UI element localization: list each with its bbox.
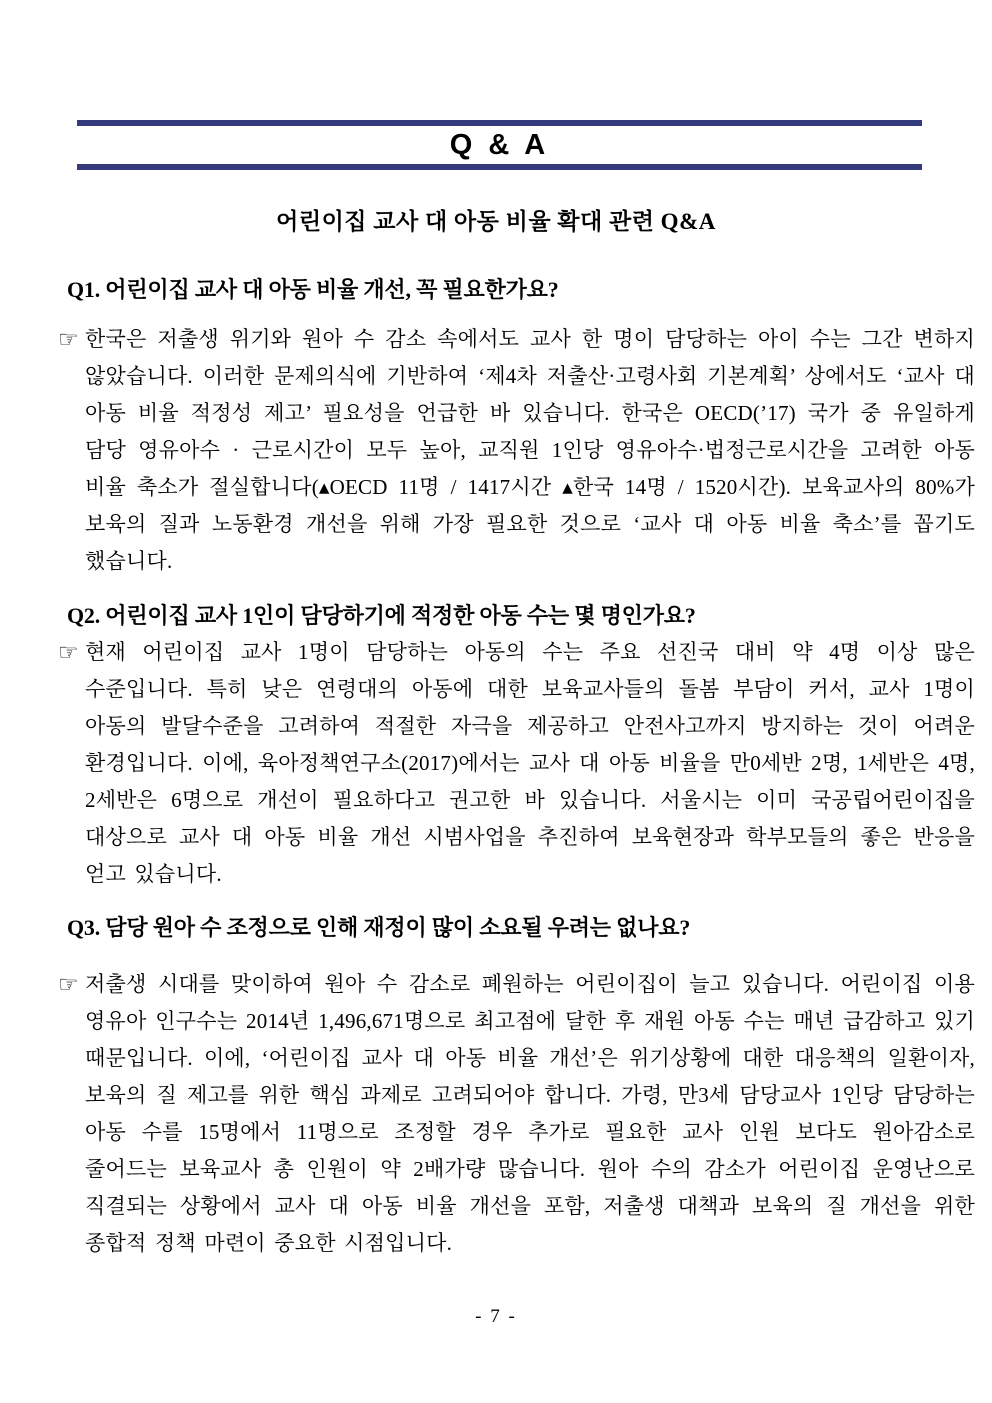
answer-3-text: 저출생 시대를 맞이하여 원아 수 감소로 폐원하는 어린이집이 늘고 있습니다. 어린이집 이용 영유아 인구수는 2014년 1,496,671명으로 최고점에 달한 후 재원 아동 수는 매년 급감하고 있기 때문입니다. 이에, ‘어린이집 교사 대 아동 비율 개선’은 위기상황에 대한 대응책의 일환이자, 보육의 질 제고를 위한 핵심 과제로 고려되어야 합니다. 가령, 만3세 담당교사 1인당 담당하는 아동 수를 15명에서 11명으로 조정할 경우 추가로 필요한 교사 인원 보다도 원아감소로 줄어드는 보육교사 총 인원이 약 2배가량 많습니다. 원아 수의 감소가 어린이집 운영난으로 직결되는 상황에서 교사 대 아동 비율 개선을 포함, 저출생 대책과 보육의 질 개선을 위한 종합적 정책 마련이 중요한 시점입니다. bbox=[85, 972, 975, 1255]
qa-banner bbox=[77, 120, 922, 170]
answer-3-block bbox=[58, 966, 975, 1262]
qa-banner-label: Q & A bbox=[449, 129, 550, 161]
question-2-heading: Q2. 어린이집 교사 1인이 담당하기에 적정한 아동 수는 몇 명인가요? bbox=[67, 603, 696, 628]
qa-section-3 bbox=[58, 914, 975, 1262]
pointing-hand-icon: ☞ bbox=[58, 640, 79, 665]
pointing-hand-icon: ☞ bbox=[58, 972, 79, 997]
answer-1-text: 한국은 저출생 위기와 원아 수 감소 속에서도 교사 한 명이 담당하는 아이 수는 그간 변하지 않았습니다. 이러한 문제의식에 기반하여 ‘제4차 저출산·고령사회 기본계획’ 상에서도 ‘교사 대 아동 비율 적정성 제고’ 필요성을 언급한 바 있습니다. 한국은 OECD(’17) 국가 중 유일하게 담당 영유아수 · 근로시간이 모두 높아, 교직원 1인당 영유아수·법정근로시간을 고려한 아동 비율 축소가 절실합니다(▴OECD 11명 / 1417시간 ▴한국 14명 / 1520시간). 보육교사의 80%가 보육의 질과 노동환경 개선을 위해 가장 필요한 것으로 ‘교사 대 아동 비율 축소’를 꼽기도 했습니다. bbox=[85, 327, 975, 573]
answer-2-text: 현재 어린이집 교사 1명이 담당하는 아동의 수는 주요 선진국 대비 약 4명 이상 많은 수준입니다. 특히 낮은 연령대의 아동에 대한 보육교사들의 돌봄 부담이 커서, 교사 1명이 아동의 발달수준을 고려하여 적절한 자극을 제공하고 안전사고까지 방지하는 것이 어려운 환경입니다. 이에, 육아정책연구소(2017)에서는 교사 대 아동 비율을 만0세반 2명, 1세반은 4명, 2세반은 6명으로 개선이 필요하다고 권고한 바 있습니다. 서울시는 이미 국공립어린이집을 대상으로 교사 대 아동 비율 개선 시범사업을 추진하여 보육현장과 학부모들의 좋은 반응을 얻고 있습니다. bbox=[85, 640, 975, 886]
question-1-heading: Q1. 어린이집 교사 대 아동 비율 개선, 꼭 필요한가요? bbox=[67, 277, 559, 302]
page-number: - 7 - bbox=[475, 1306, 517, 1327]
pointing-hand-icon: ☞ bbox=[58, 327, 79, 352]
question-3-heading: Q3. 담당 원아 수 조정으로 인해 재정이 많이 소요될 우려는 없나요? bbox=[67, 915, 691, 940]
answer-1-block bbox=[58, 321, 975, 580]
qa-section-1 bbox=[58, 276, 975, 580]
qa-section-2 bbox=[58, 602, 975, 893]
document-body bbox=[58, 276, 975, 1262]
answer-2-block bbox=[58, 634, 975, 893]
document-title: 어린이집 교사 대 아동 비율 확대 관련 Q&A bbox=[276, 209, 716, 234]
